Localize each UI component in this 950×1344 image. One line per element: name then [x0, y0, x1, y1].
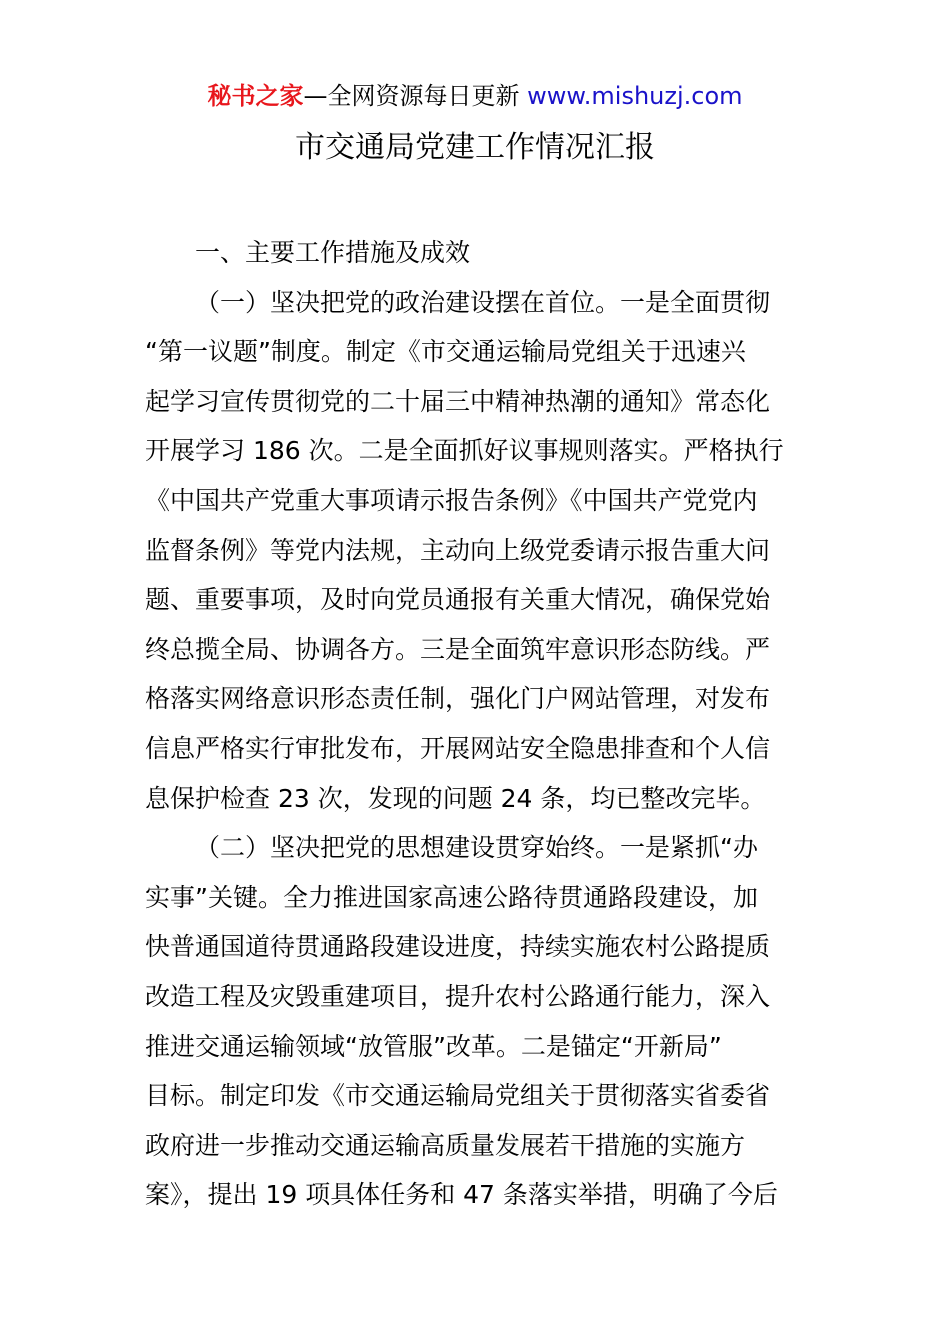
paragraph-line: 改造工程及灾毁重建项目，提升农村公路通行能力，深入	[145, 981, 771, 1011]
paragraph-line: （二）坚决把党的思想建设贯穿始终。一是紧抓“办	[195, 833, 758, 863]
document-title: 市交通局党建工作情况汇报	[295, 130, 655, 165]
site-url-link[interactable]: www.mishuzj.com	[527, 82, 743, 110]
paragraph-line: 开展学习 186 次。二是全面抓好议事规则落实。严格执行	[145, 436, 784, 466]
section-heading: 一、主要工作措施及成效	[195, 238, 471, 267]
paragraph-line: 终总揽全局、协调各方。三是全面筑牢意识形态防线。严	[145, 634, 771, 664]
document-body	[145, 228, 807, 1220]
paragraph-line: 目标。制定印发《市交通运输局党组关于贯彻落实省委省	[145, 1081, 771, 1111]
site-header	[0, 79, 950, 113]
paragraph-line: 格落实网络意识形态责任制，强化门户网站管理，对发布	[145, 684, 771, 714]
paragraph-line: 信息严格实行审批发布，开展网站安全隐患排查和个人信	[145, 733, 771, 763]
site-tagline: —全网资源每日更新	[303, 82, 528, 110]
paragraph-line: “第一议题”制度。制定《市交通运输局党组关于迅速兴	[145, 337, 746, 367]
paragraph-line: 政府进一步推动交通运输高质量发展若干措施的实施方	[145, 1130, 746, 1160]
paragraph-line: （一）坚决把党的政治建设摆在首位。一是全面贯彻	[195, 287, 771, 317]
paragraph-line: 题、重要事项，及时向党员通报有关重大情况，确保党始	[145, 585, 771, 615]
paragraph-line: 息保护检查 23 次，发现的问题 24 条，均已整改完毕。	[145, 783, 766, 813]
paragraph-line: 《中国共产党重大事项请示报告条例》《中国共产党党内	[145, 485, 758, 515]
paragraph-line: 快普通国道待贯通路段建设进度，持续实施农村公路提质	[145, 932, 771, 962]
paragraph-line: 案》，提出 19 项具体任务和 47 条落实举措，明确了今后	[145, 1180, 778, 1210]
paragraph-line: 实事”关键。全力推进国家高速公路待贯通路段建设，加	[145, 882, 758, 912]
paragraph-line: 推进交通运输领域“放管服”改革。二是锚定“开新局”	[145, 1031, 722, 1061]
site-brand: 秘书之家	[207, 82, 304, 110]
paragraph-line: 监督条例》等党内法规，主动向上级党委请示报告重大问	[145, 535, 771, 565]
paragraph-line: 起学习宣传贯彻党的二十届三中精神热潮的通知》常态化	[145, 386, 771, 416]
